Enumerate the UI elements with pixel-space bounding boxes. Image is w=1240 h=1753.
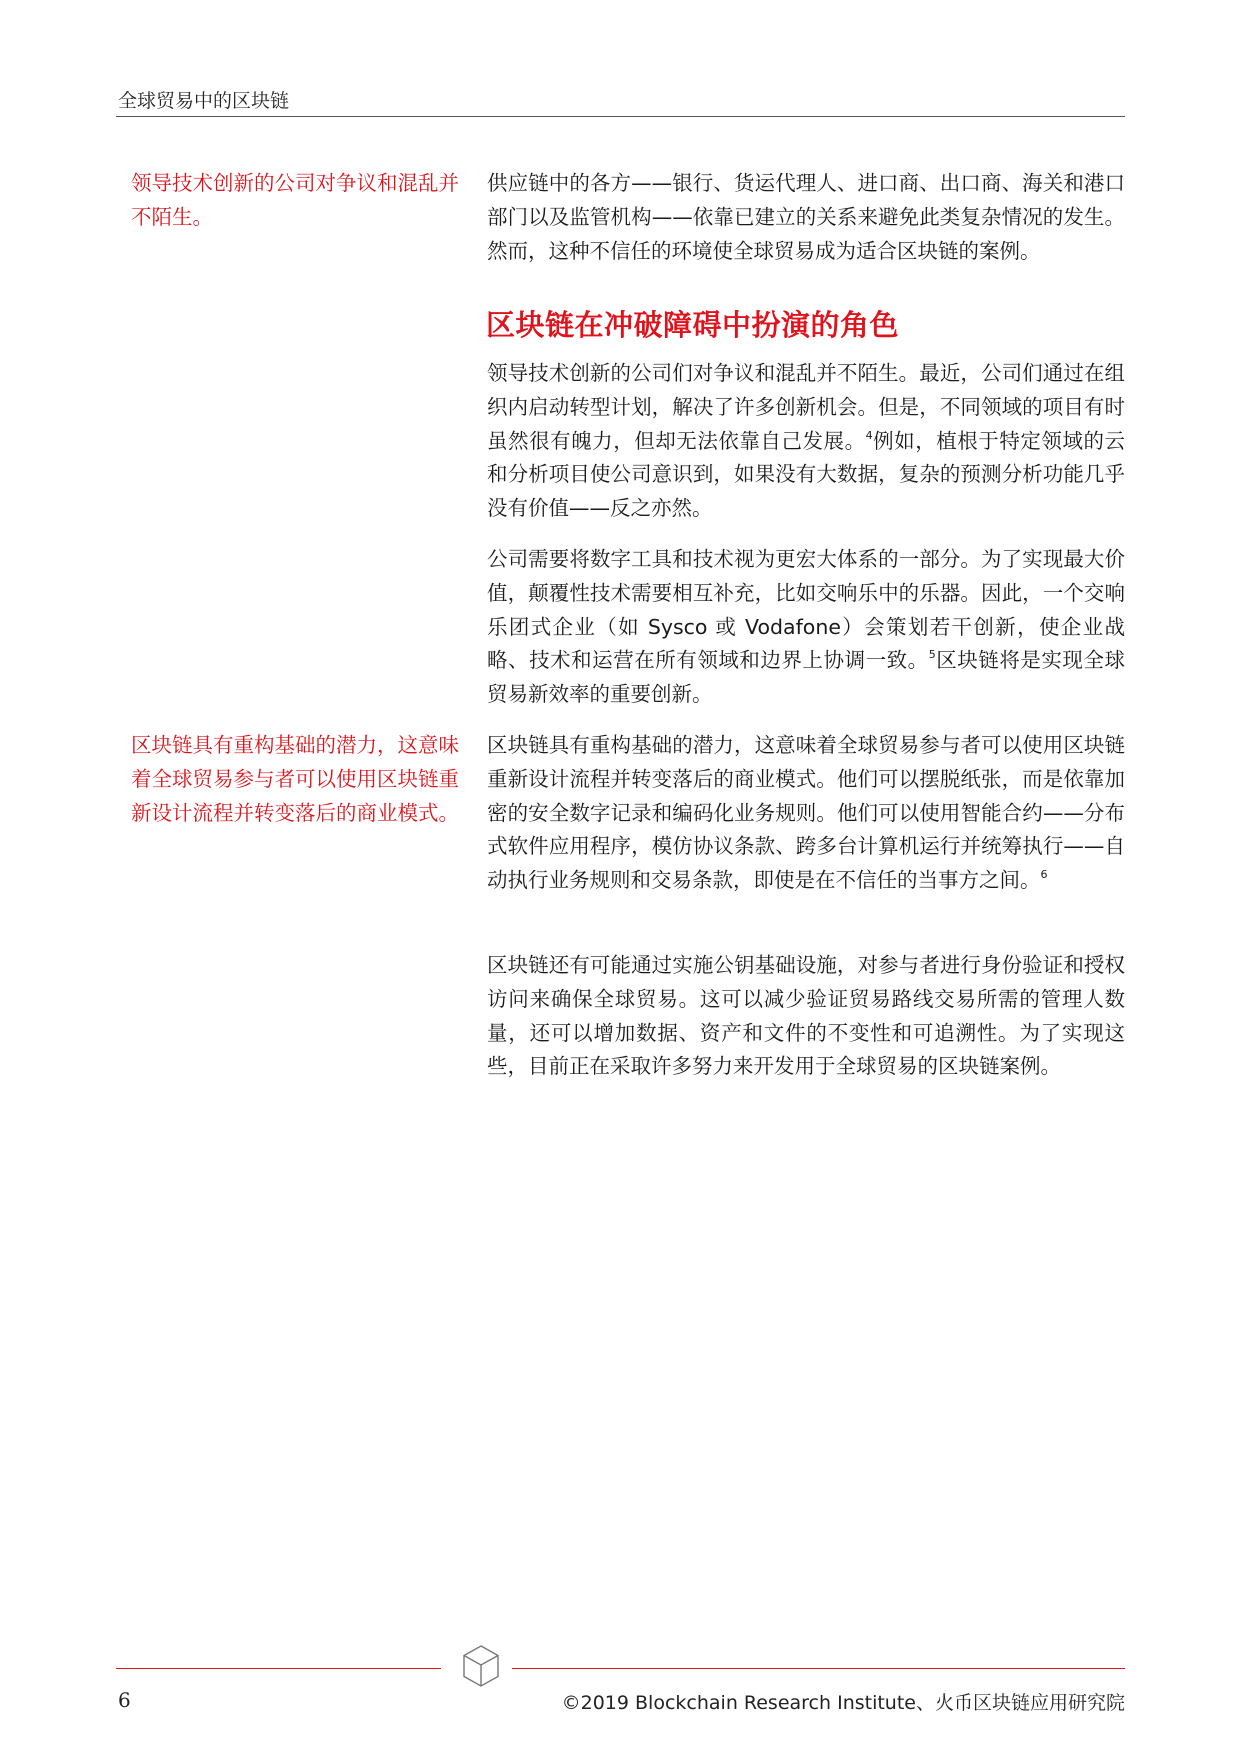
body-paragraph-1: 供应链中的各方——银行、货运代理人、进口商、出口商、海关和港口部门以及监管机构——依靠已建立的关系来避免此类复杂情况的发生。然而，这种不信任的环境使全球贸易成为适合区块链的案例。 bbox=[487, 171, 1125, 263]
cube-icon bbox=[461, 1643, 501, 1689]
paragraph-2-text-a: 领导技术创新的公司们对争议和混乱并不陌生。最近，公司们通过在组织内启动转型计划，解决了许多创新机会。但是，不同领域的项目有时虽然很有魄力，但却无法依靠自己发展。 bbox=[487, 361, 1125, 453]
paragraph-2-text-b: 例如，植根于特定领域的云和分析项目使公司意识到，如果没有大数据，复杂的预测分析功能几乎没有价值——反之亦然。 bbox=[487, 428, 1126, 521]
running-header: 全球贸易中的区块链 bbox=[118, 90, 290, 112]
footnote-ref-4[interactable]: 4 bbox=[865, 428, 873, 442]
header-rule bbox=[116, 116, 1125, 117]
paragraph-3-text-a: 公司需要将数字工具和技术视为更宏大体系的一部分。为了实现最大价值，颠覆性技术需要相互补充，比如交响乐中的乐器。因此，一个交响乐团式企业（如 Sysco 或 Vodafone）会策划若干创新，使企业战略、技术和运营在所有领域和边界上协调一致。 bbox=[487, 547, 1125, 673]
page-number: 6 bbox=[118, 1688, 131, 1712]
footnote-ref-6[interactable]: 6 bbox=[1040, 868, 1048, 882]
section-heading: 区块链在冲破障碍中扮演的角色 bbox=[486, 308, 900, 342]
body-paragraph-2 bbox=[487, 357, 1125, 526]
sidenote-2: 区块链具有重构基础的潜力，这意味着全球贸易参与者可以使用区块链重新设计流程并转变落后的商业模式。 bbox=[131, 733, 459, 825]
body-paragraph-3 bbox=[487, 543, 1125, 712]
body-paragraph-5: 区块链还有可能通过实施公钥基础设施，对参与者进行身份验证和授权访问来确保全球贸易。这可以减少验证贸易路线交易所需的管理人数量，还可以增加数据、资产和文件的不变性和可追溯性。为了实现这些，目前正在采取许多努力来开发用于全球贸易的区块链案例。 bbox=[487, 953, 1125, 1079]
footnote-ref-5[interactable]: 5 bbox=[928, 648, 936, 662]
footer-rule-right bbox=[512, 1668, 1125, 1669]
paragraph-3-text-b: 区块链将是实现全球贸易新效率的重要创新。 bbox=[487, 648, 1126, 707]
sidenote-1: 领导技术创新的公司对争议和混乱并不陌生。 bbox=[131, 171, 459, 229]
paragraph-4-text: 区块链具有重构基础的潜力，这意味着全球贸易参与者可以使用区块链重新设计流程并转变落后的商业模式。他们可以摆脱纸张，而是依靠加密的安全数字记录和编码化业务规则。他们可以使用智能合约——分布式软件应用程序，模仿协议条款、跨多台计算机运行并统筹执行——自动执行业务规则和交易条款，即使是在不信任的当事方之间。 bbox=[487, 733, 1125, 893]
body-paragraph-4 bbox=[487, 729, 1125, 898]
copyright-notice: ©2019 Blockchain Research Institute、火币区块链应用研究院 bbox=[561, 1692, 1125, 1714]
footer-rule-left bbox=[116, 1668, 441, 1669]
